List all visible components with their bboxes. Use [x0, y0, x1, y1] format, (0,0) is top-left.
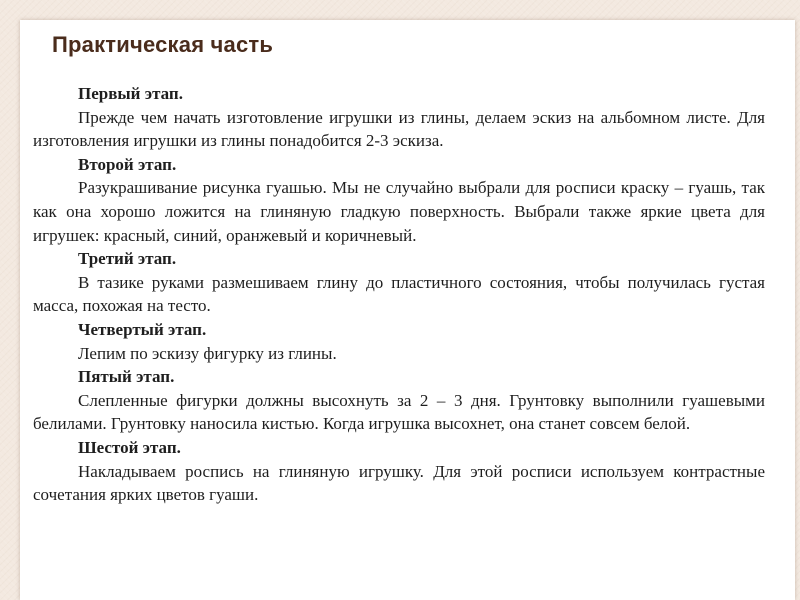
stage-4-text: Лепим по эскизу фигурку из глины. [78, 343, 337, 363]
slide-title: Практическая часть [52, 32, 274, 57]
stage-1-text: Прежде чем начать изготовление игрушки из глины, делаем эскиз на альбомном листе. Для изготовления игрушки из глины понадобится 2-3 эскиза. [33, 107, 765, 151]
stage-5-heading: Пятый этап. [78, 367, 175, 387]
stage-2-text: Разукрашивание рисунка гуашью. Мы не случайно выбрали для росписи краску – гуашь, так как она хорошо ложится на глиняную гладкую поверхность. Выбрали также яркие цвета для игрушек: красный, синий, оранжевый и коричневый. [33, 178, 765, 245]
stage-1-heading: Первый этап. [78, 84, 183, 103]
stage-6-text: Накладываем роспись на глиняную игрушку. Для этой росписи используем контрастные сочетания ярких цветов гуаши. [33, 461, 765, 505]
stages-text [33, 82, 765, 507]
stage-4-heading: Четвертый этап. [78, 319, 207, 339]
stage-3-heading: Третий этап. [78, 249, 177, 269]
stage-3-text: В тазике руками размешиваем глину до пластичного состояния, чтобы получилась густая масса, похожая на тесто. [33, 272, 765, 316]
stage-6-heading: Шестой этап. [78, 437, 181, 457]
stage-2-heading: Второй этап. [78, 154, 177, 174]
stage-5-text: Слепленные фигурки должны высохнуть за 2 – 3 дня. Грунтовку выполнили гуашевыми белилами. Грунтовку наносила кистью. Когда игрушка высохнет, она станет совсем белой. [33, 390, 765, 434]
